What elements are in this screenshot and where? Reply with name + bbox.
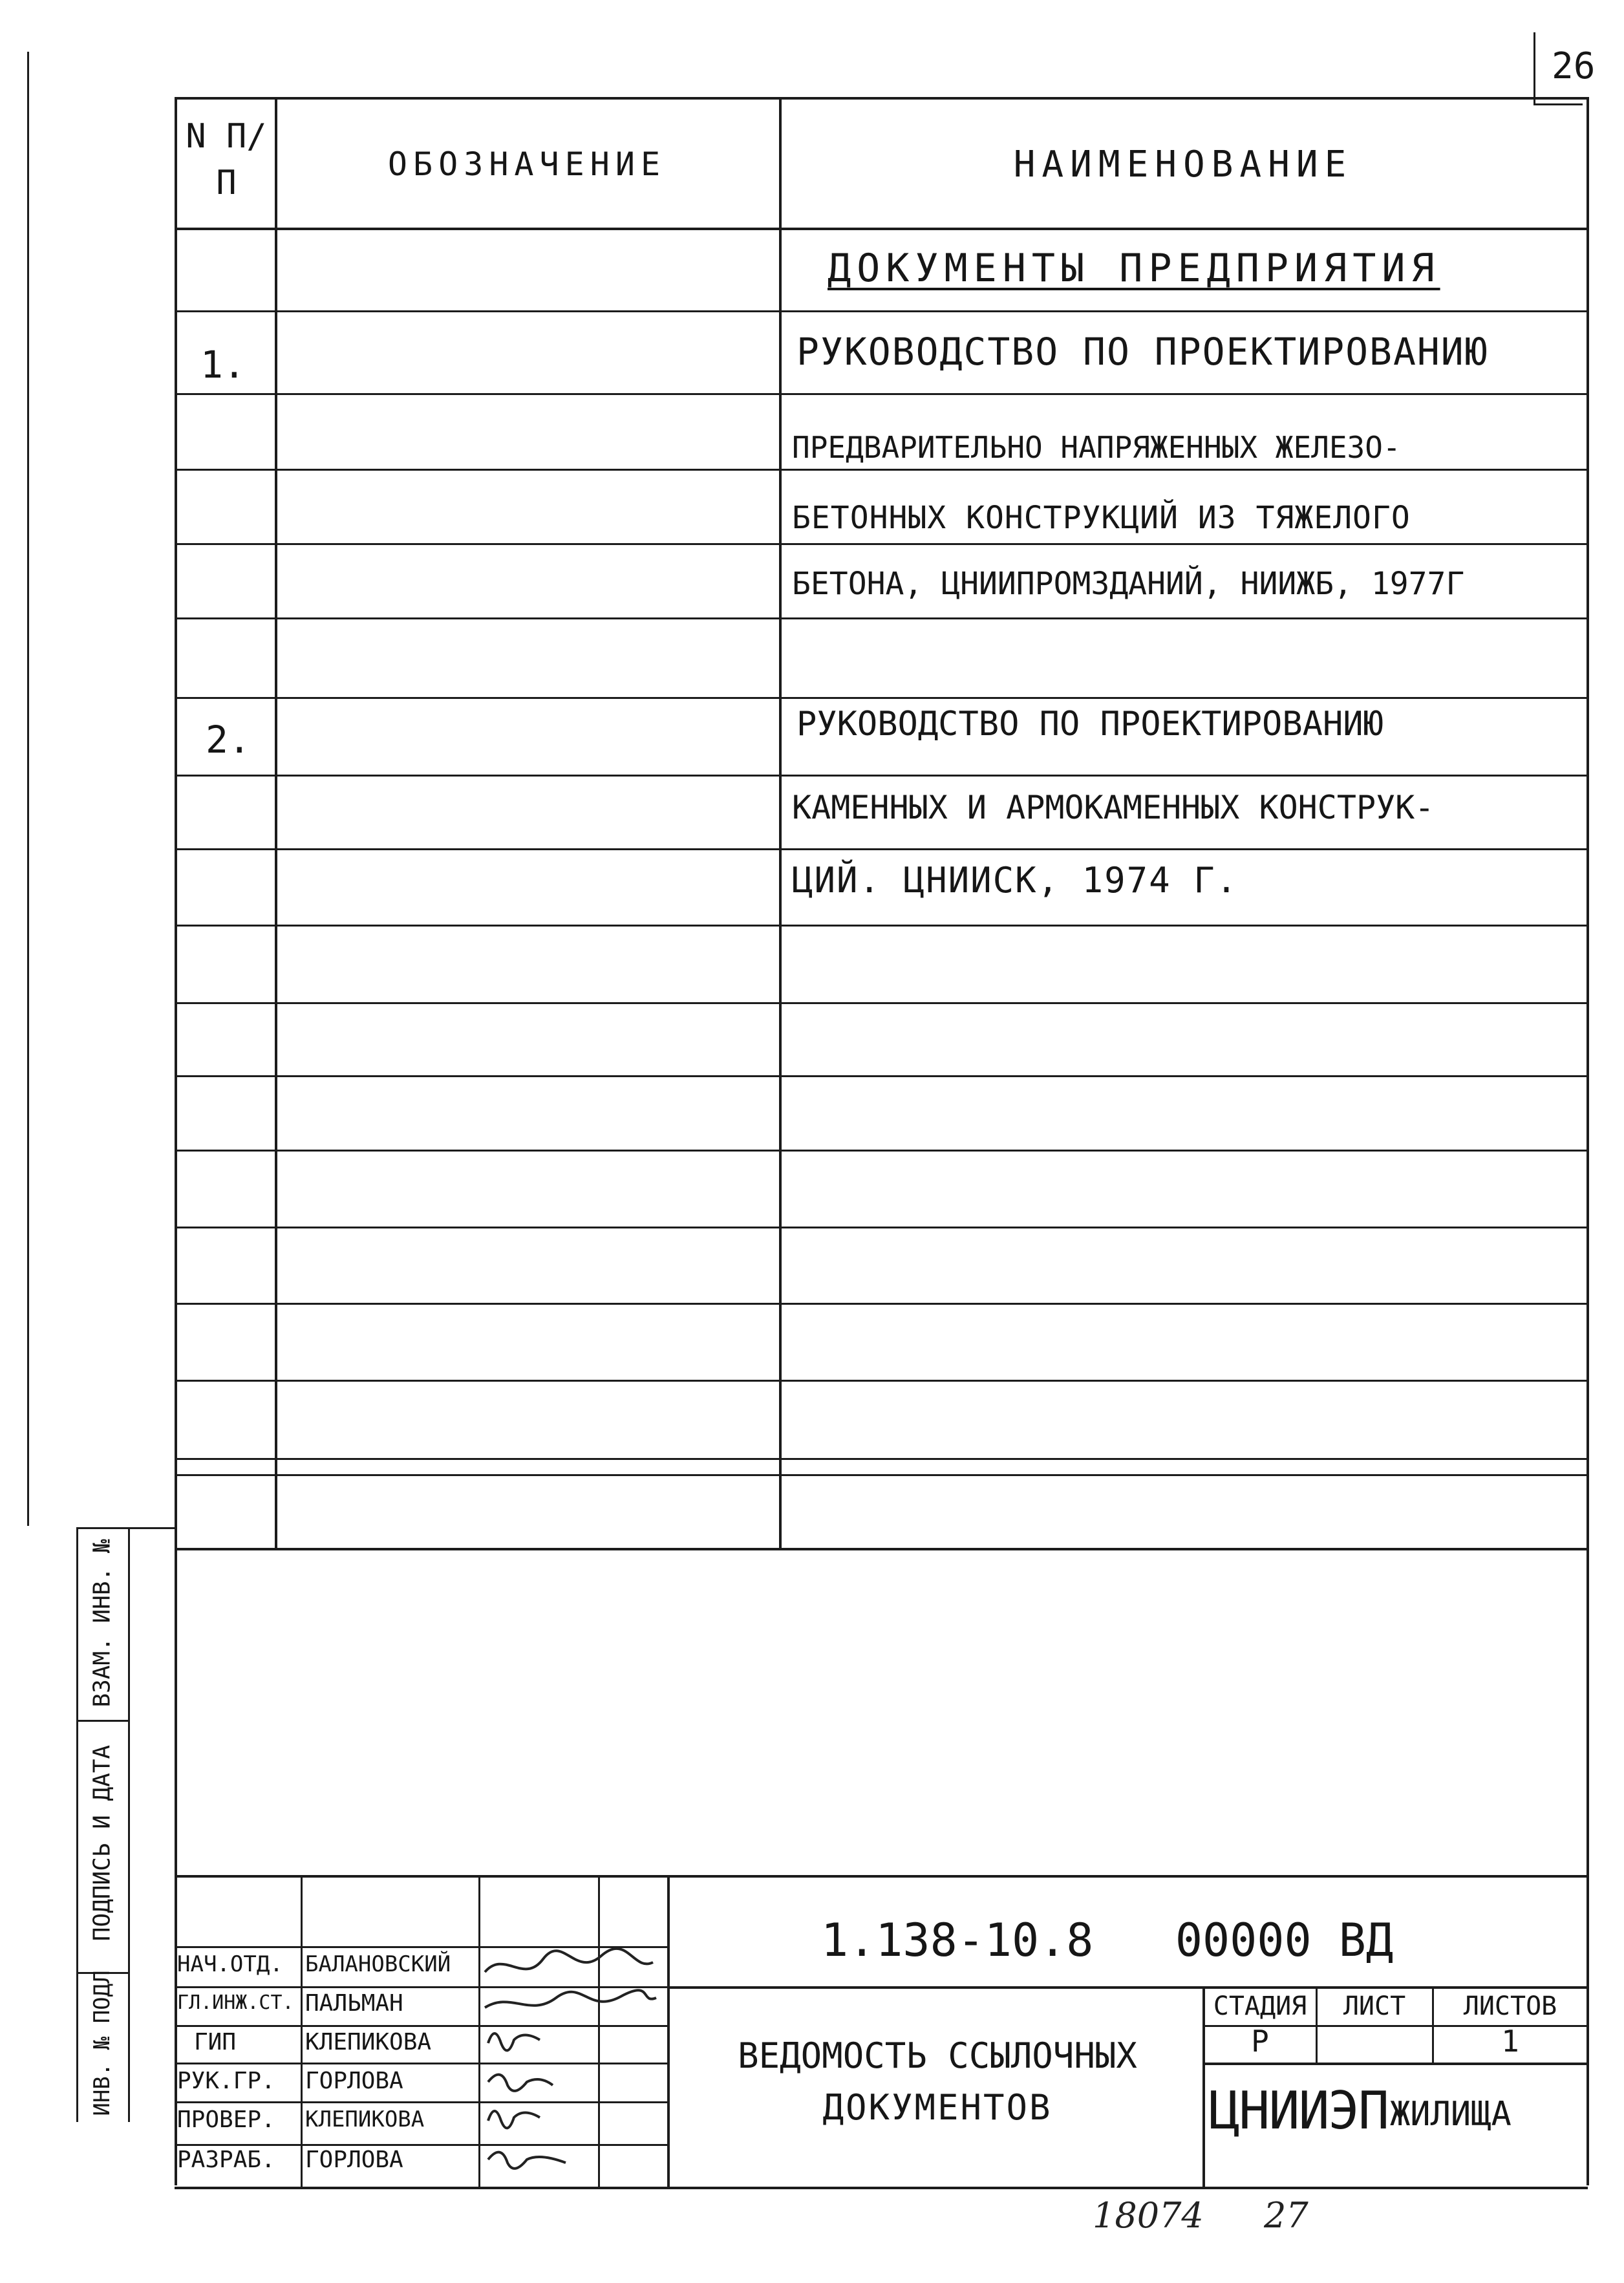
side-stamp-inner [128, 1527, 130, 2122]
frame-left [175, 97, 177, 2185]
header-divider [175, 228, 1588, 230]
item-2-line-3: ЦИЙ. ЦНИИСК, 1974 Г. [792, 860, 1239, 901]
name-6: ГОРЛОВА [305, 2147, 403, 2173]
table-row-line [175, 1075, 1588, 1077]
inventory-number: 18074 [1093, 2195, 1204, 2236]
name-1: БАЛАНОВСКИЙ [305, 1951, 451, 1977]
table-row-line [175, 848, 1588, 850]
left-binding-line [27, 52, 29, 1526]
section-title: ДОКУМЕНТЫ ПРЕДПРИЯТИЯ [828, 246, 1440, 291]
side-stamp-outer [76, 1527, 78, 2122]
name-5: КЛЕПИКОВА [305, 2106, 425, 2132]
role-2: ГЛ.ИНЖ.СТ. [177, 1991, 294, 2014]
table-row-line [175, 1458, 1588, 1460]
col-name-divider [779, 97, 782, 1548]
table-row-line [175, 1150, 1588, 1152]
item-1-line-3: БЕТОННЫХ КОНСТРУКЦИЙ ИЗ ТЯЖЕЛОГО [792, 500, 1411, 536]
col-num-divider [275, 97, 277, 1548]
table-bottom [175, 1548, 1588, 1550]
document-title-line-1: ВЕДОМОСТЬ ССЫЛОЧНЫХ [738, 2035, 1137, 2076]
frame-right [1587, 97, 1589, 2185]
name-4: ГОРЛОВА [305, 2068, 403, 2094]
document-code: 1.138-10.8 00000 ВД [821, 1914, 1394, 1967]
role-6: РАЗРАБ. [177, 2147, 275, 2173]
tb-stage-bottom [1202, 2063, 1588, 2065]
item-1-line-4: БЕТОНА, ЦНИИПРОМЗДАНИЙ, НИИЖБ, 1977Г [792, 566, 1465, 602]
header-name: НАИМЕНОВАНИЕ [1013, 144, 1353, 186]
table-row-line [175, 310, 1588, 312]
item-1-line-1: РУКОВОДСТВО ПО ПРОЕКТИРОВАНИЮ [796, 330, 1489, 374]
header-num: N П/П [186, 117, 267, 202]
role-5: ПРОВЕР. [177, 2106, 275, 2133]
document-title-line-2: ДОКУМЕНТОВ [822, 2087, 1052, 2128]
side-label-inv: ИНВ. № ПОДЛ [89, 1970, 115, 2116]
header-designation: ОБОЗНАЧЕНИЕ [387, 145, 667, 183]
table-row-line [175, 925, 1588, 927]
sheet-label: ЛИСТ [1343, 1991, 1406, 2021]
table-row-line [175, 617, 1588, 619]
table-row-line [175, 775, 1588, 777]
tb-v-stage-left [1202, 1986, 1205, 2187]
table-row-line [175, 393, 1588, 395]
table-row-line [175, 1303, 1588, 1305]
right-corner-tick-h [1533, 103, 1583, 105]
table-row-line [175, 1002, 1588, 1004]
name-2: ПАЛЬМАН [305, 1990, 403, 2017]
table-row-line [175, 1474, 1588, 1476]
table-row-line [175, 1380, 1588, 1382]
table-row-line [175, 543, 1588, 545]
table-row-line [175, 697, 1588, 699]
tb-v-sheet [1316, 1986, 1318, 2063]
item-2-line-1: РУКОВОДСТВО ПО ПРОЕКТИРОВАНИЮ [796, 705, 1384, 744]
frame-top [175, 97, 1588, 100]
sheet-number: 26 [1552, 45, 1596, 87]
organization-suffix: ЖИЛИЩА [1390, 2095, 1512, 2134]
tb-v-date [667, 1875, 670, 2187]
side-label-vzam: ВЗАМ. ИНВ. № [89, 1539, 116, 1708]
tb-v-sheets [1432, 1986, 1434, 2063]
name-3: КЛЕПИКОВА [305, 2029, 432, 2055]
item-2-line-2: КАМЕННЫХ И АРМОКАМЕННЫХ КОНСТРУК- [792, 789, 1435, 826]
side-label-podpis: ПОДПИСЬ И ДАТА [89, 1744, 116, 1942]
item-2-number: 2. [206, 718, 251, 762]
page-reference: 27 [1264, 2195, 1309, 2236]
right-corner-tick [1533, 32, 1535, 103]
tb-top [175, 1875, 1588, 1878]
item-1-number: 1. [200, 343, 246, 387]
table-row-line [175, 1227, 1588, 1228]
sheets-value: 1 [1501, 2024, 1519, 2059]
role-3: ГИП [194, 2029, 237, 2055]
tb-bottom [175, 2187, 1588, 2189]
stage-value: Р [1251, 2024, 1269, 2059]
item-1-line-2: ПРЕДВАРИТЕЛЬНО НАПРЯЖЕННЫХ ЖЕЛЕЗО- [792, 430, 1401, 465]
signatures [478, 1946, 666, 2187]
role-1: НАЧ.ОТД. [177, 1951, 283, 1977]
stage-label: СТАДИЯ [1213, 1991, 1307, 2021]
table-row-line [175, 469, 1588, 471]
role-4: РУК.ГР. [177, 2068, 275, 2094]
tb-code-bottom [667, 1986, 1588, 1989]
organization-logo: ЦНИИЭП [1209, 2081, 1388, 2141]
sheets-label: ЛИСТОВ [1463, 1991, 1557, 2021]
